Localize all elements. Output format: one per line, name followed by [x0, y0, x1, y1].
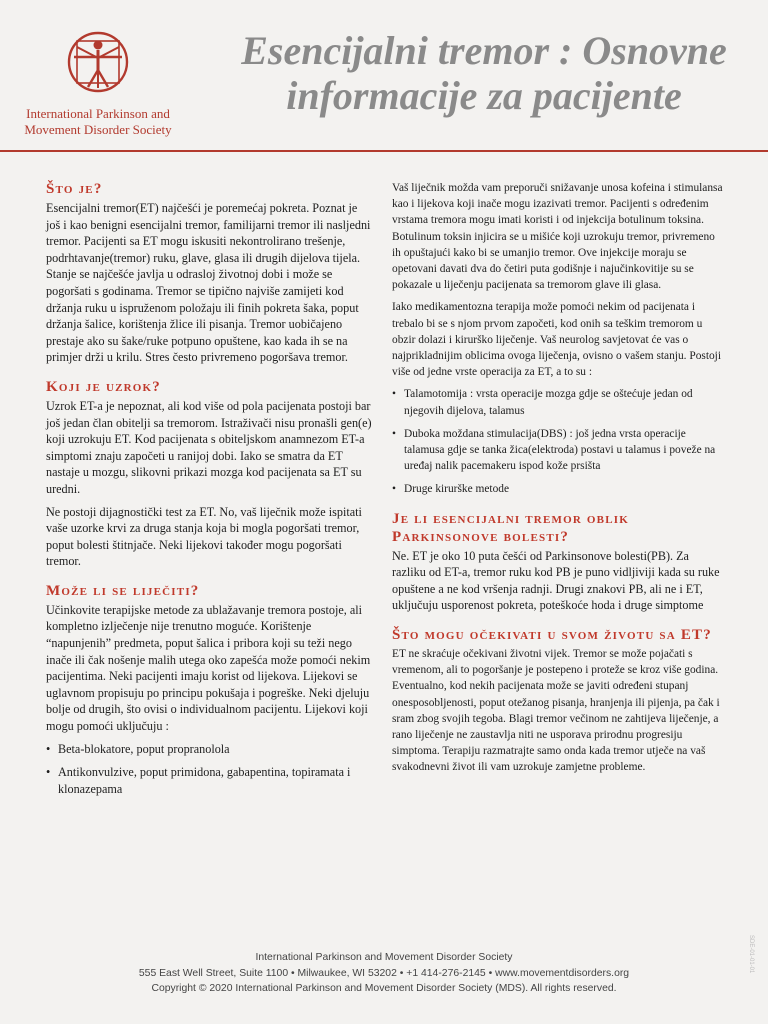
title-line1: Esencijalni tremor : Osnovne [241, 28, 727, 73]
sto-je-body: Esencijalni tremor(ET) najčešći je poremećaj pokreta. Poznat je još i kao benigni esencijalni tremor, familijarni tremor ili nasljedni tremor. Pacijenti sa ET mogu iskusiti nekontrolirano trešenje, podrhtavanje(tremor) ruku, glave, glasa ili drugih dijelova tijela. Stanje se najčešće javlja u odrasloj životnoj dobi i može se pogoršati s godinama. Tremor se tipično najviše zamijeti kod držanja ruku u ispruženom položaju ili finih pokreta šaka, poput držanja šalice, korištenja žlice ili pisanja. Tremor uobičajeno prestaje ako su šake/ruke potpuno opuštene, kao kada ih se na primjer drži u krilu. Stres često privremeno pogoršava tremor. [46, 201, 371, 365]
heading-sto-je: Što je? [46, 181, 103, 197]
lijecenje-body: Učinkovite terapijske metode za ublažavanje tremora postoje, ali kompletno izlječenje nije trenutno moguće. Korištenje “napunjenih” predmeta, poput šalica i pribora koji su teži nego inače ili čak nošenje malih utega oko zapešća može pomoći nekim pacijentima. Neki pacijenti imaju korist od lijekova. Lijekovi se uglavnom propisuju po principu pokušaja i pogreške. Neki djeluju bolje od drugih, što ovisi o individualnom pacijentu. Lijekovi koji mogu pomoći uključuju : [46, 602, 371, 734]
org-name-line1: International Parkinson and [26, 106, 170, 121]
list-item: • Talamotomija : vrsta operacije mozga gdje se oštećuje jedan od njegovih dijelova, talamus [392, 386, 724, 418]
uzrok-body-1: Uzrok ET-a je nepoznat, ali kod više od pola pacijenata postoji bar još jedan član obitelji sa tremorom. Istraživači nisu pronašli gen(e) koji uzrokuju ET. Kod pacijenata s obiteljskom anamnezom ET-a simptomi znaju započeti u ranijoj dobi. Iako se smatra da ET nastaje u mozgu, slikovni prikazi mozga kod pacijenata sa ET su uredni. [46, 398, 372, 496]
page-header [0, 0, 768, 150]
surgery-list [392, 386, 724, 497]
list-item: • Antikonvulzive, poput primidona, gabapentina, topiramata i klonazepama [46, 764, 372, 797]
page-footer [0, 950, 768, 997]
side-code-text: SDE-01-01-01 [748, 935, 754, 974]
title-line2: informacije za pacijente [286, 73, 682, 118]
footer-org-name: International Parkinson and Movement Disorder Society [255, 952, 513, 963]
uzrok-body-2: Ne postoji dijagnostički test za ET. No, vaš liječnik može ispitati vaše uzorke krvi za druga stanja koja bi mogla pogoršati tremor, poput bolesti štitnjače. Neki lijekovi također mogu pogoršati tremor. [46, 504, 362, 569]
org-logo [18, 30, 178, 138]
list-item: • Beta-blokatore, poput propranolola [46, 741, 372, 758]
right-column [392, 180, 724, 782]
intro-body-1: Vaš liječnik možda vam preporuči snižavanje unosa kofeina i stimulansa kao i lijekova koji inače mogu izazivati tremor. Pacijenti s određenim vrstama tremora mogu imati koristi i od injekcija botulinum toksina. Botulinum toksin injicira se u mišiće koji uzrokuju tremor, privremeno ih opuštajući kako bi se umanjio tremor. Ove injekcije moraju se opetovani davati dva do četiri puta godišnje i najučinkovitije su se pokazale u liječenju pacijenata sa tremorom glave ili glasa. [392, 182, 723, 292]
footer-copyright: Copyright © 2020 International Parkinson and Movement Disorder Society (MDS). All rights reserved. [151, 983, 617, 994]
list-item: • Druge kirurške metode [392, 481, 724, 497]
vitruvian-man-icon [66, 30, 130, 94]
heading-ocekivati: Što mogu očekivati u svom životu sa ET? [392, 627, 712, 644]
list-item: • Duboka moždana stimulacija(DBS) : još jedna vrsta operacije talamusa gdje se tanka žica(elektroda) postavi u talamus i poveže na uređaj nalik pacemakeru ispod kože prsišta [392, 426, 724, 475]
page-title [200, 28, 768, 118]
left-column [46, 180, 372, 804]
medication-list [46, 741, 372, 798]
ocekivati-body: ET ne skraćuje očekivani životni vijek. Tremor se može pojačati s vremenom, ali to pogoršanje je postepeno i proteže se kroz više godina. Eventualno, kod nekih pacijenata može se javiti određeni stupanj onesposobljenosti, poput otežanog pisanja, hranjenja ili pijenja, pa čak i sram zbog svojih tegoba. Blagi tremor večinom ne zahtijeva liječenje, a rano liječenje ne zaustavlja niti ne usporava prirodnu progresiju simptoma. Terapiju razmatrajte samo onda kada tremor utječe na vaš svakodnevni život ili vam uzrokuje zamjetne probleme. [392, 648, 720, 774]
heading-koji-je-uzrok: Koji je uzrok? [46, 378, 161, 395]
org-name-line2: Movement Disorder Society [24, 122, 172, 137]
footer-address: 555 East Well Street, Suite 1100 • Milwaukee, WI 53202 • +1 414-276-2145 • www.movementdisorders.org [138, 967, 630, 979]
header-divider [0, 150, 768, 152]
heading-parkinson: Je li esencijalni tremor oblik Parkinsonove bolesti? [392, 510, 629, 545]
parkinson-body: Ne. ET je oko 10 puta češći od Parkinsonove bolesti(PB). Za razliku od ET-a, tremor ruku kod PB je puno vidljiviji kada su ruke opuštene a ne kod vršenja radnji. Drugi znakovi PB, ali ne i ET, uključuju usporenost pokreta, poteškoće hoda i druge simptome [392, 548, 720, 613]
heading-moze-li-se-lijeciti: Može li se liječiti? [46, 582, 200, 599]
intro-body-2: Iako medikamentozna terapija može pomoći nekim od pacijenata i trebalo bi se s njom prvom započeti, kod onih sa teškim tremorom u obzir dolazi i kirurško liječenje. Vaš neurolog savjetovat će vas o najprikladnijim oblicima ovoga liječenja, ovisno o vašem stanju. Postoji više od jedne vrste operacija za ET, a to su : [392, 301, 722, 379]
side-code [746, 935, 756, 1015]
